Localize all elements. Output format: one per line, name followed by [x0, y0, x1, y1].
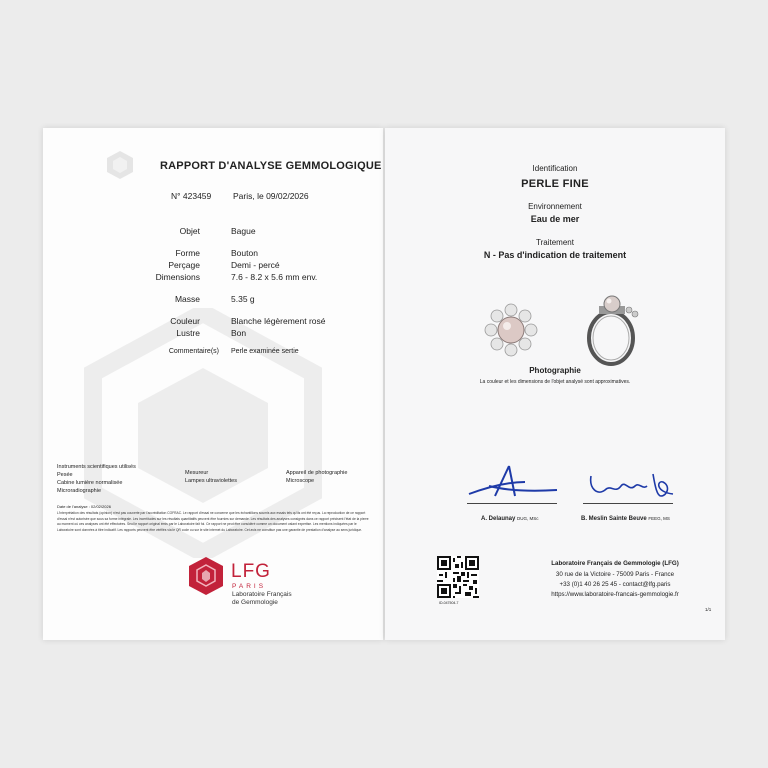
report-date: Paris, le 09/02/2026: [233, 191, 309, 201]
field-value-dimensions: 7.6 - 8.2 x 5.6 mm env.: [231, 272, 318, 282]
field-value-forme: Bouton: [231, 248, 258, 258]
photo-label: Photographie: [529, 366, 581, 375]
ring-side-view-image: [581, 294, 645, 368]
report-number: N° 423459: [171, 191, 212, 201]
field-value-objet: Bague: [231, 226, 256, 236]
instruments-title: Instruments scientifiques utilisés: [57, 464, 136, 470]
report-title: RAPPORT D'ANALYSE GEMMOLOGIQUE: [160, 160, 382, 172]
instrument-item: Cabine lumière normalisée: [57, 480, 123, 486]
signatory-title: FEEG, MS: [648, 516, 670, 521]
lab-name: Laboratoire Français de Gemmologie (LFG): [551, 560, 679, 567]
lfg-brand-subtitle: Laboratoire Français: [232, 591, 292, 598]
signature-line: [583, 503, 673, 504]
treatment-value: N - Pas d'indication de traitement: [483, 250, 627, 260]
signatory-1: [481, 516, 539, 522]
report-left-page: [43, 128, 383, 640]
page-number: 1/1: [705, 607, 712, 612]
qr-code-icon[interactable]: [437, 556, 479, 598]
comments-value: Perle examinée sertie: [231, 348, 299, 355]
lfg-brand-name: LFG: [231, 561, 271, 582]
field-label-forme: Forme: [175, 248, 200, 258]
lab-contact: +33 (0)1 40 26 25 45 - contact@lfg.paris: [559, 581, 671, 588]
field-label-dimensions: Dimensions: [155, 272, 200, 282]
lfg-brand-city: PARIS: [232, 583, 267, 590]
comments-label: Commentaire(s): [168, 348, 219, 355]
field-value-masse: 5.35 g: [231, 294, 255, 304]
signatory-name: B. Meslin Sainte Beuve: [581, 516, 647, 522]
instrument-item: Appareil de photographie: [286, 470, 348, 476]
lab-website[interactable]: https://www.laboratoire-francais-gemmologie.fr: [551, 591, 679, 598]
field-label-percage: Perçage: [168, 260, 200, 270]
instrument-item: Microscope: [286, 478, 315, 484]
ring-top-view-image: [481, 300, 541, 360]
field-value-lustre: Bon: [231, 328, 247, 338]
gem-logo-icon: [105, 150, 135, 180]
analysis-date: Date de l'analyse : 02/02/2026: [57, 504, 111, 509]
legal-fineprint: L'interprétation des résultats (opinion) n'est pas couverte par l'accréditation COFRAC. Le rapport d'essai ne concerne que les échantillons soumis aux essais tels qu'ils ont été reçus. La reproduction de ce rapport d'essai n'est autorisée que sous sa forme intégrale. Les incertitudes sur les résultats quantitatifs peuvent être fournies sur demande. Les résultats des analyses consignés dans ce rapport précisent l'état de la pierre au moment où ces analyses ont été effectuées. Seul le rapport original émis par le Laboratoire fait foi. Ce rapport ne peut être considéré comme un document valant expertise. Les mentions indiquées par le Laboratoire sont données à titre indicatif. Les rapports peuvent être vérifiés via le QR code ou sur le site internet du Laboratoire. Cet avis ne constitue pas une garantie de prestation d'analyse au sens juridique.: [57, 511, 369, 532]
lfg-brand-subtitle: de Gemmologie: [232, 599, 278, 606]
identification-label: Identification: [532, 164, 578, 173]
field-value-couleur: Blanche légèrement rosé: [231, 316, 326, 326]
instrument-item: Lampes ultraviolettes: [185, 478, 237, 484]
treatment-label: Traitement: [536, 238, 574, 247]
qr-id: ID-047504-7: [439, 601, 459, 605]
lfg-hexagon-logo-icon: [186, 556, 226, 596]
signatory-name: A. Delaunay: [481, 516, 516, 522]
environment-value: Eau de mer: [530, 214, 580, 224]
environment-label: Environnement: [528, 202, 582, 211]
field-label-lustre: Lustre: [176, 328, 200, 338]
signatory-2: [581, 516, 670, 522]
instrument-item: Mesureur: [185, 470, 209, 476]
signature-delaunay-image: [465, 462, 561, 502]
report-right-page: [385, 128, 725, 640]
photo-note: La couleur et les dimensions de l'objet analysé sont approximatives.: [479, 379, 631, 385]
signature-meslin-image: [585, 468, 677, 504]
identification-value: PERLE FINE: [521, 178, 589, 190]
signatory-title: DUG, MSc: [517, 516, 539, 521]
lab-address: 30 rue de la Victoire - 75009 Paris - France: [555, 571, 675, 578]
signature-line: [467, 503, 557, 504]
field-label-masse: Masse: [174, 294, 200, 304]
field-label-couleur: Couleur: [170, 316, 200, 326]
instrument-item: Pesée: [57, 472, 73, 478]
field-value-percage: Demi - percé: [231, 260, 280, 270]
field-label-objet: Objet: [179, 226, 200, 236]
instrument-item: Microradiographie: [57, 488, 102, 494]
